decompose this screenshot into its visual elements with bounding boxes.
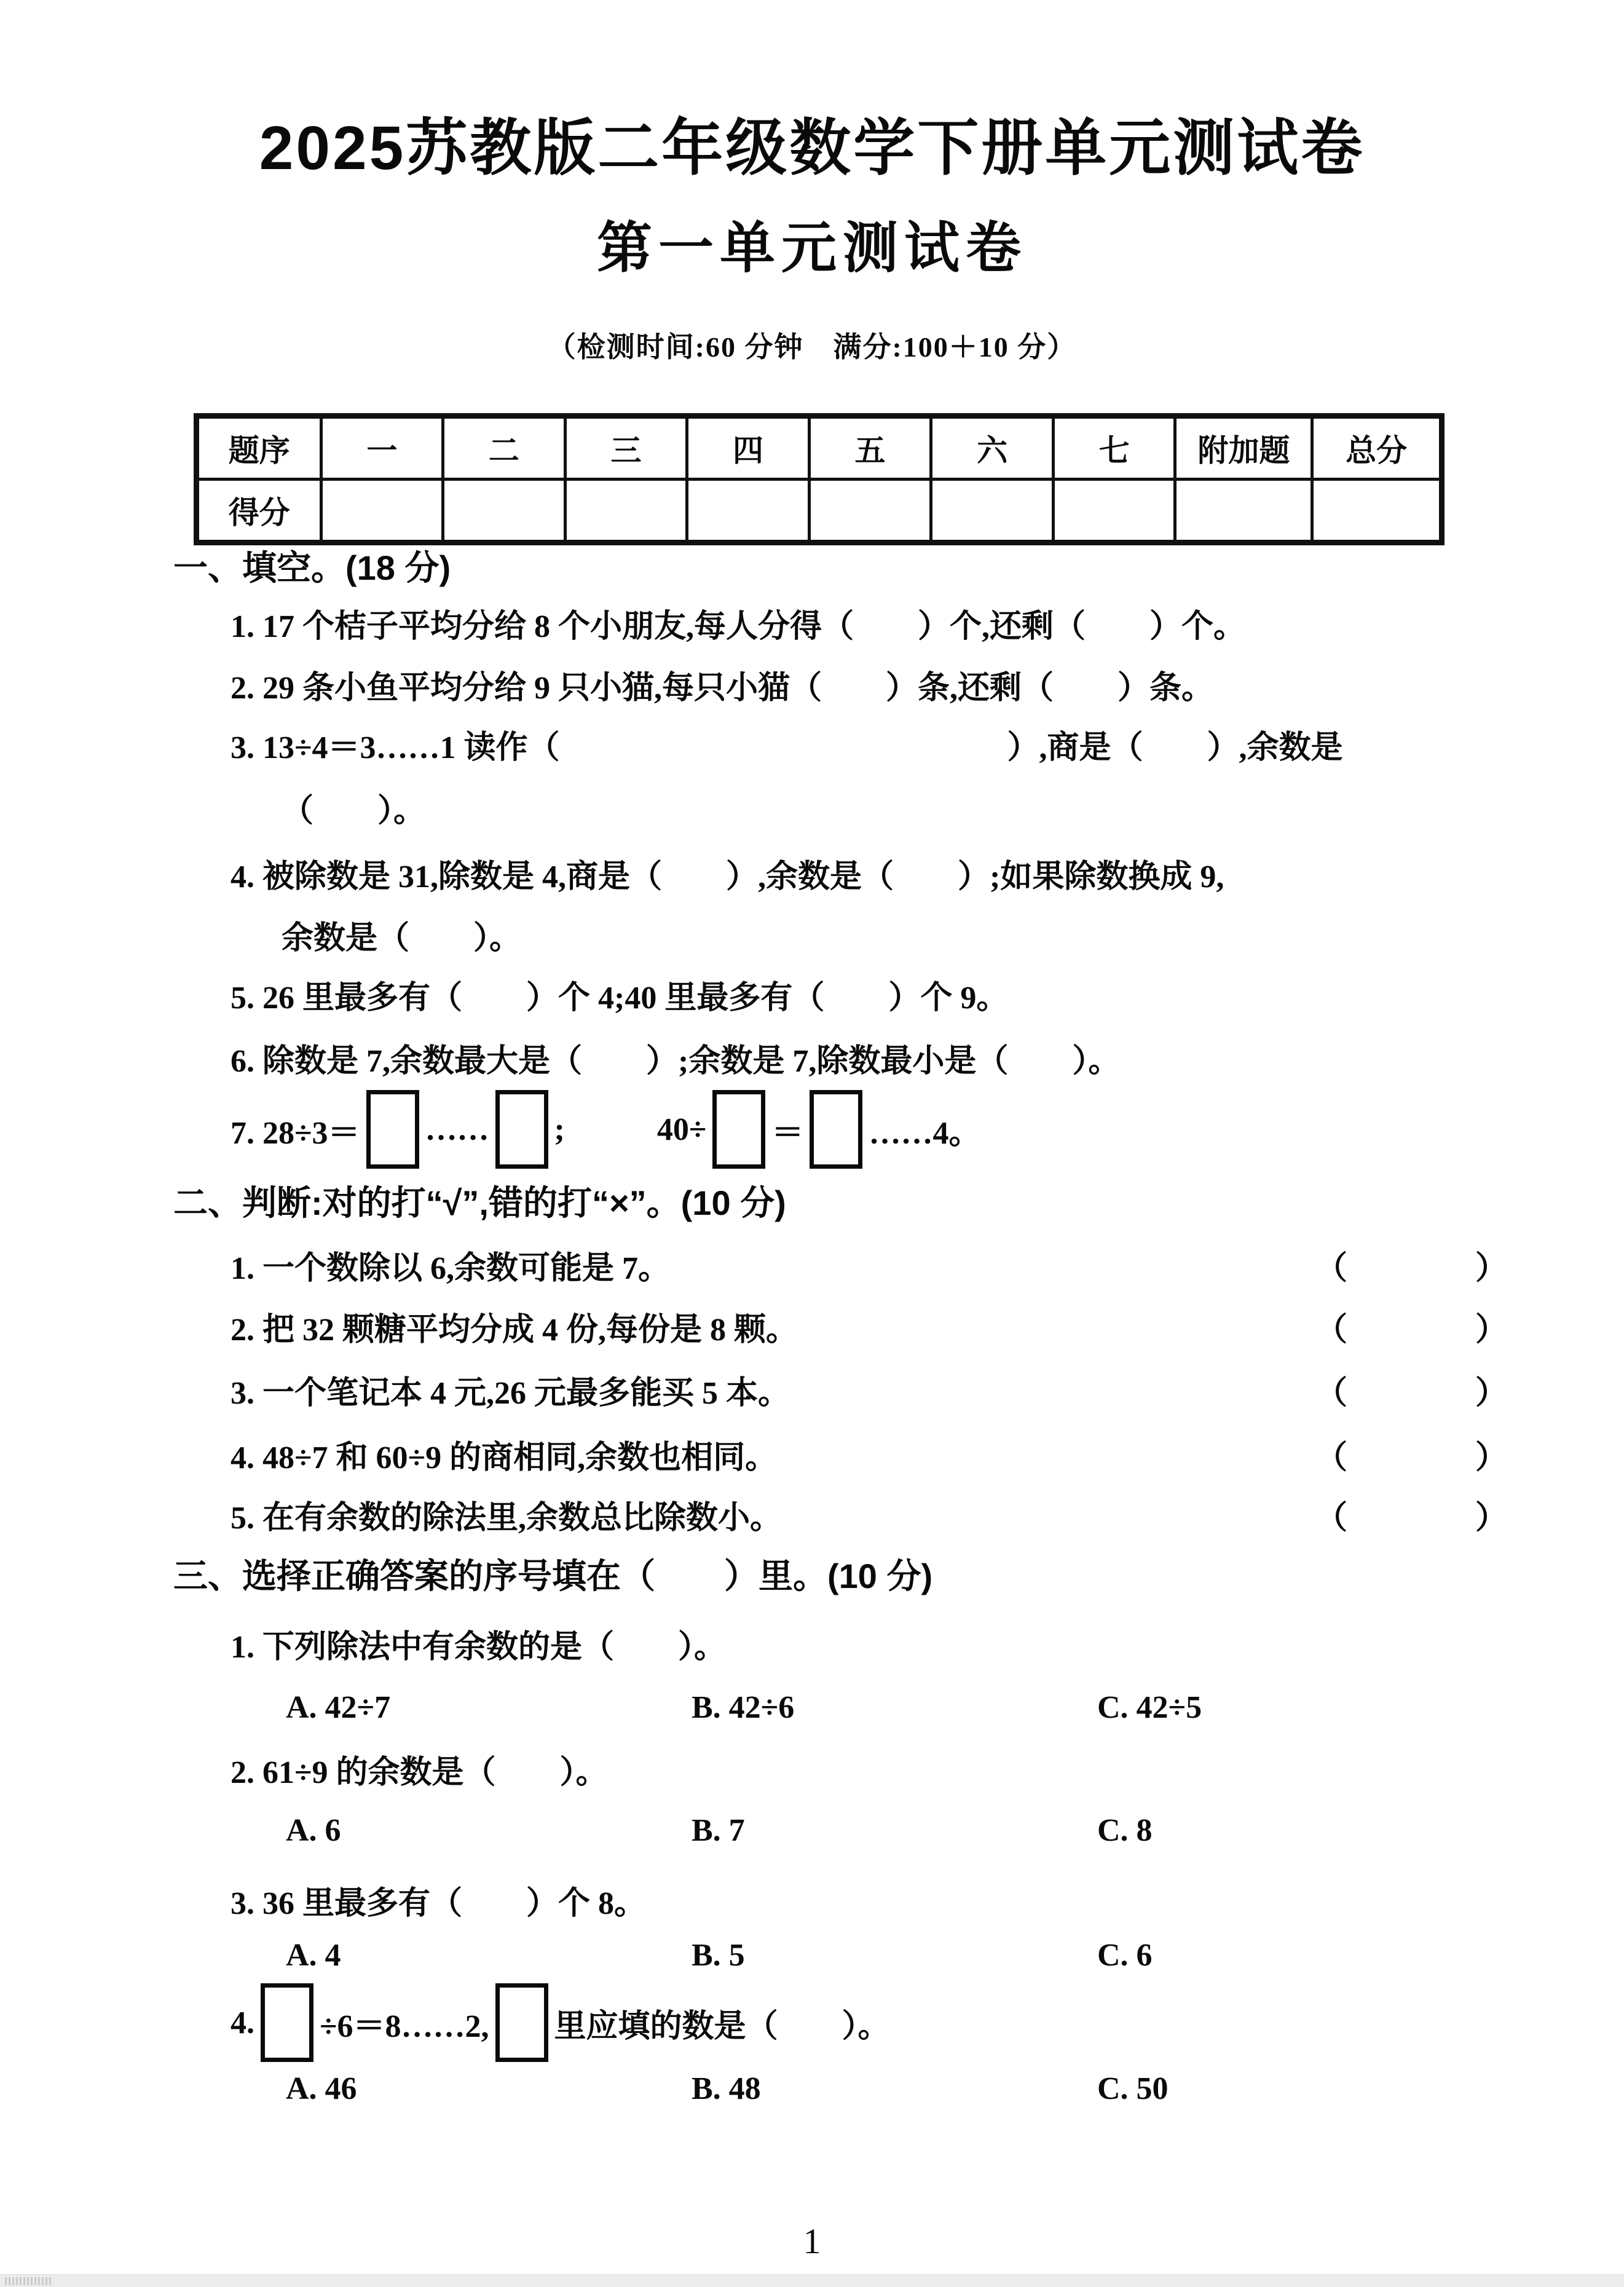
fill-item-2: 2. 29 条小鱼平均分给 9 只小猫,每只小猫（ ）条,还剩（ ）条。 <box>231 670 1214 706</box>
option-a: A. 42÷7 <box>286 1689 391 1725</box>
fill-item-7: 7. 28÷3＝ …… ; 40÷ ＝ ……4。 <box>0 1083 1624 1175</box>
judge-item-2: 2. 把 32 颗糖平均分成 4 份,每份是 8 颗。 （ ） <box>0 1295 1624 1357</box>
option-b: B. 5 <box>692 1937 745 1973</box>
score-table-header-cell: 总分 <box>1312 416 1442 480</box>
fill-item-6: 6. 除数是 7,余数最大是（ ）;余数是 7,除数最小是（ ）。 <box>231 1043 1121 1079</box>
option-a: A. 4 <box>286 1937 341 1973</box>
score-cell <box>565 480 687 543</box>
judge-answer-paren: （ ） <box>1315 1312 1508 1348</box>
judge-answer-paren: （ ） <box>1315 1375 1508 1411</box>
score-table-header-cell: 五 <box>809 416 931 480</box>
page-number: 1 <box>803 2221 821 2261</box>
option-a: A. 6 <box>286 1812 341 1848</box>
fill-item-3: 3. 13÷4＝3……1 读作（ ）,商是（ ）,余数是 <box>231 730 1343 765</box>
option-a: A. 46 <box>286 2071 357 2106</box>
choice-item-2-options <box>0 1799 1624 1861</box>
score-table-header-cell: 题序 <box>197 416 321 480</box>
option-c: C. 50 <box>1097 2071 1169 2106</box>
score-table-header-cell: 二 <box>443 416 566 480</box>
score-row-label: 得分 <box>197 480 321 543</box>
answer-box <box>810 1090 862 1169</box>
option-b: B. 7 <box>692 1812 745 1848</box>
option-c: C. 42÷5 <box>1097 1689 1202 1725</box>
scan-edge-strip <box>0 2274 1624 2287</box>
score-table-header-cell: 七 <box>1053 416 1175 480</box>
choice-item-1-options <box>0 1677 1624 1738</box>
fill-item-3-continuation: （ ）。 <box>282 793 426 829</box>
score-table-header-cell: 四 <box>687 416 810 480</box>
answer-box <box>495 1090 548 1169</box>
score-table-header-cell: 六 <box>931 416 1054 480</box>
page-title: 2025苏教版二年级数学下册单元测试卷 <box>259 114 1365 183</box>
option-c: C. 8 <box>1097 1812 1153 1848</box>
choice-item-4-options <box>0 2058 1624 2119</box>
score-table-header-cell: 一 <box>321 416 443 480</box>
choice-item-3-stem: 3. 36 里最多有（ ）个 8。 <box>231 1886 647 1921</box>
section-choice-heading <box>0 1548 1624 1600</box>
judge-item-3: 3. 一个笔记本 4 元,26 元最多能买 5 本。 （ ） <box>0 1359 1624 1420</box>
answer-box <box>366 1090 419 1169</box>
choice-item-4-stem: 4. ÷6＝8……2, 里应填的数是（ ）。 <box>0 1977 1624 2069</box>
judge-item-4: 4. 48÷7 和 60÷9 的商相同,余数也相同。 （ ） <box>0 1423 1624 1485</box>
fill-item-5: 5. 26 里最多有（ ）个 4;40 里最多有（ ）个 9。 <box>231 980 1009 1016</box>
score-cell <box>1312 480 1442 543</box>
option-c: C. 6 <box>1097 1937 1153 1973</box>
score-cell <box>443 480 566 543</box>
judge-item-5: 5. 在有余数的除法里,余数总比除数小。 （ ） <box>0 1483 1624 1545</box>
fill-item-1: 1. 17 个桔子平均分给 8 个小朋友,每人分得（ ）个,还剩（ ）个。 <box>231 609 1246 644</box>
judge-item-1: 1. 一个数除以 6,余数可能是 7。 （ ） <box>0 1234 1624 1295</box>
answer-box <box>712 1090 765 1169</box>
score-cell <box>1175 480 1312 543</box>
section-fill-heading-text: 一、填空。(18 分) <box>173 548 451 587</box>
score-cell <box>931 480 1054 543</box>
section-judge-heading-text: 二、判断:对的打“√”,错的打“×”。(10 分) <box>173 1183 786 1222</box>
fill-item-4: 4. 被除数是 31,除数是 4,商是（ ）,余数是（ ）;如果除数换成 9, <box>231 859 1224 895</box>
option-b: B. 42÷6 <box>692 1689 795 1725</box>
score-cell <box>809 480 931 543</box>
section-judge-heading <box>0 1175 1624 1226</box>
score-table-header-cell: 三 <box>565 416 687 480</box>
footer-watermark-smudge <box>5 2277 53 2285</box>
answer-box <box>495 1983 548 2062</box>
choice-item-2-stem: 2. 61÷9 的余数是（ ）。 <box>231 1755 608 1790</box>
score-table-score-row <box>197 480 1442 543</box>
page-subtitle: 第一单元测试卷 <box>597 218 1027 279</box>
score-cell <box>321 480 443 543</box>
section-choice-heading-text: 三、选择正确答案的序号填在（ ）里。(10 分) <box>173 1557 933 1595</box>
fill-item-4-continuation: 余数是（ ）。 <box>282 920 522 956</box>
choice-item-1-stem: 1. 下列除法中有余数的是（ ）。 <box>231 1629 727 1665</box>
answer-box <box>261 1983 313 2062</box>
score-table <box>194 413 1445 545</box>
option-b: B. 48 <box>692 2071 761 2106</box>
score-cell <box>1053 480 1175 543</box>
score-cell <box>687 480 810 543</box>
judge-answer-paren: （ ） <box>1315 1440 1508 1475</box>
score-table-header-cell: 附加题 <box>1175 416 1312 480</box>
judge-answer-paren: （ ） <box>1315 1500 1508 1536</box>
exam-info-line: （检测时间:60 分钟 满分:100＋10 分） <box>547 331 1077 363</box>
section-fill-heading <box>0 540 1624 591</box>
score-table-header-row <box>197 416 1442 480</box>
judge-answer-paren: （ ） <box>1315 1250 1508 1286</box>
